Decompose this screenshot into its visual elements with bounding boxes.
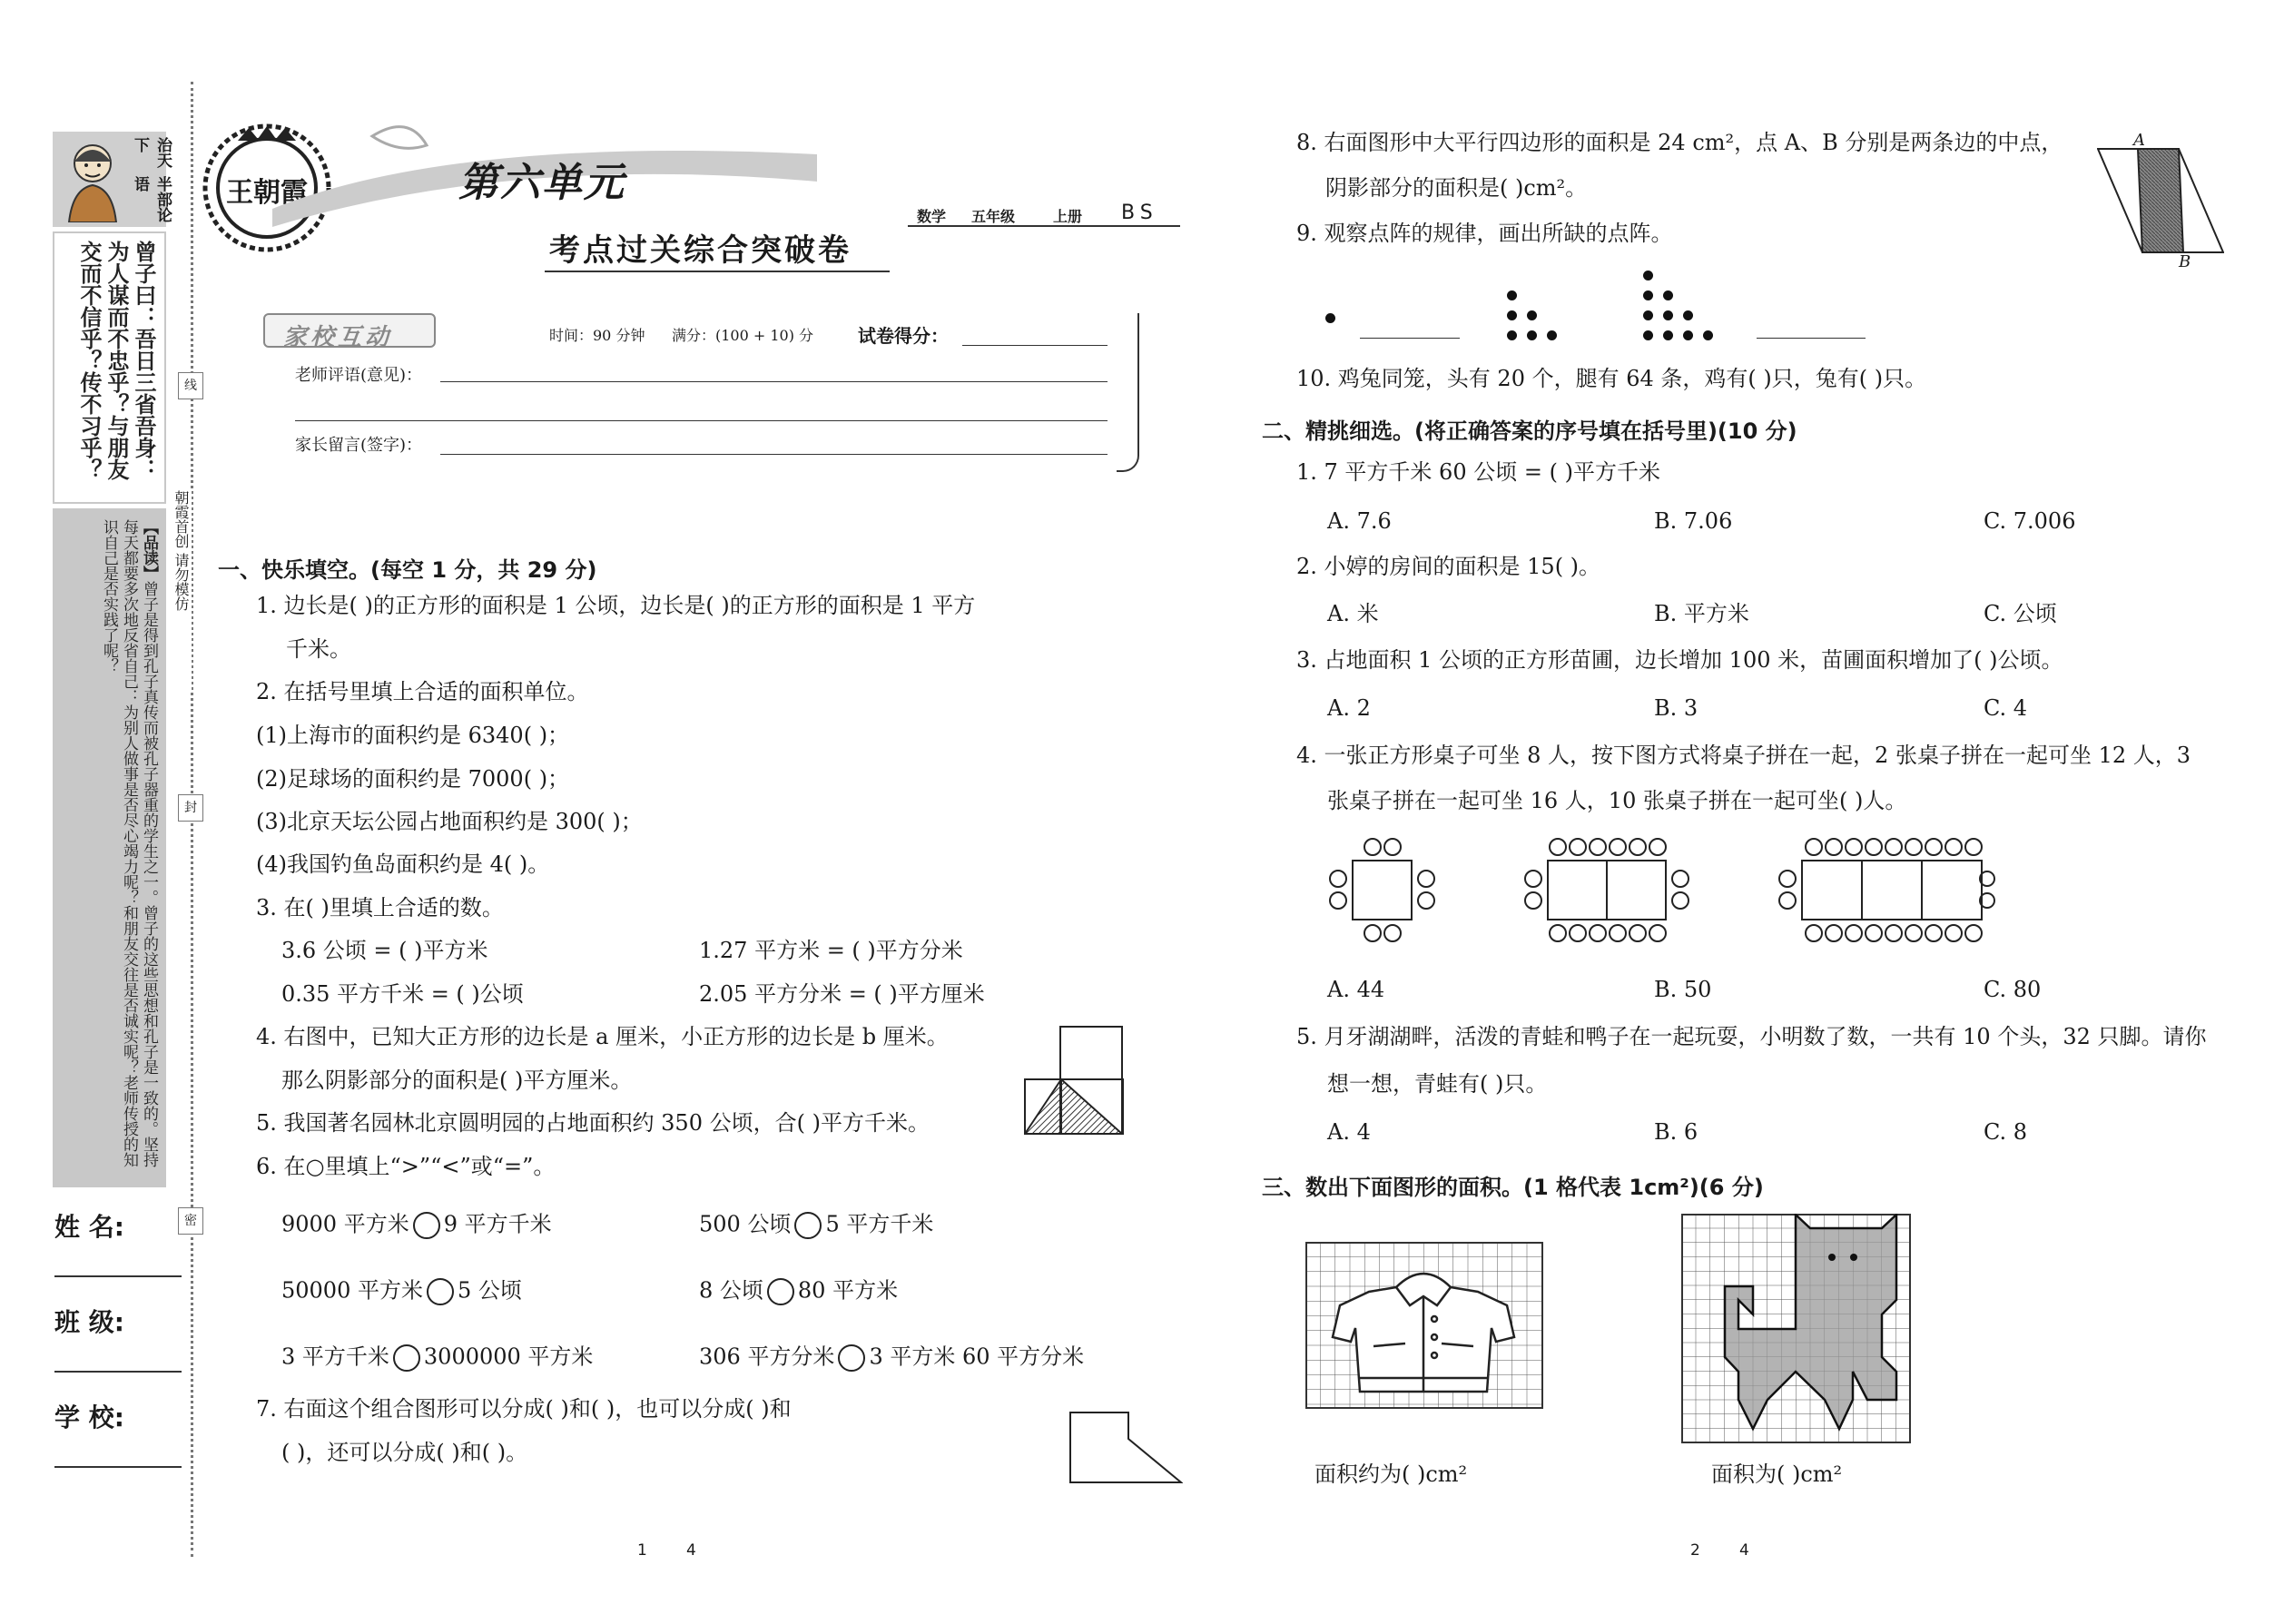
q6-item2-left: 500 公顷 [699, 1211, 792, 1237]
exam-full-score: 满分：(100 + 10) 分 [672, 327, 814, 344]
q2-3: (3)北京天坛公园占地面积约是 300( )； [256, 809, 643, 834]
dot-pattern-2 [1507, 290, 1570, 345]
s2-q2: 2. 小婷的房间的面积是 15( )。 [1296, 554, 1601, 579]
family-school-badge [263, 313, 436, 351]
s2-q5-line1: 5. 月牙湖湖畔，活泼的青蛙和鸭子在一起玩耍，小明数了数，一共有 10 个头，32 只脚。请你 [1296, 1024, 2207, 1049]
q1-line1: 1. 边长是( )的正方形的面积是 1 公顷，边长是( )的正方形的面积是 1 平方 [256, 593, 976, 618]
answer-line-1[interactable] [1360, 338, 1460, 339]
notice-text: 朝霞首创 请勿模仿 [171, 490, 192, 690]
s2-q4-option-c[interactable]: C. 80 [1984, 977, 2042, 1002]
q6-item6-right: 3 平方米 60 平方分米 [869, 1343, 1085, 1370]
q4-line1: 4. 右图中，已知大正方形的边长是 a 厘米，小正方形的边长是 b 厘米。 [256, 1024, 949, 1049]
q2: 2. 在括号里填上合适的面积单位。 [256, 679, 589, 704]
q5: 5. 我国著名园林北京圆明园的占地面积约 350 公顷，合( )平方千米。 [256, 1110, 930, 1136]
q3-c: 0.35 平方千米 = ( )公顷 [281, 981, 524, 1007]
jacket-grid [1305, 1242, 1543, 1409]
s2-q5-option-c[interactable]: C. 8 [1984, 1119, 2028, 1145]
teacher-comment-label: 老师评语(意见)： [295, 366, 423, 385]
name-field-line[interactable] [54, 1275, 182, 1277]
q6-item5-left: 3 平方千米 [281, 1343, 389, 1370]
q6-row3-right [699, 1344, 1084, 1372]
logo-text: 王朝霞 [226, 177, 308, 209]
s2-q1-option-b[interactable]: B. 7.06 [1654, 508, 1733, 534]
class-field-label: 班 级: [54, 1307, 124, 1337]
reading-label: 【品读】 [140, 519, 158, 581]
q4-figure [1024, 1026, 1124, 1135]
s2-q5-line2: 想一想，青蛙有( )只。 [1327, 1071, 1548, 1097]
s2-q3-option-a[interactable]: A. 2 [1327, 695, 1371, 721]
s2-q4-option-a[interactable]: A. 44 [1327, 977, 1385, 1002]
q7-line2: ( )，还可以分成( )和( )。 [281, 1440, 528, 1465]
q3-a: 3.6 公顷 = ( )平方米 [281, 938, 488, 963]
q7-line1: 7. 右面这个组合图形可以分成( )和( )，也可以分成( )和 [256, 1396, 792, 1422]
s2-q1-option-c[interactable]: C. 7.006 [1984, 508, 2076, 534]
q8-figure [1189, 129, 1316, 274]
quote-text: 曾子曰：吾日三省吾身：为人谋而不忠乎？与朋友交而不信乎？传不习乎？ [76, 241, 156, 480]
q6-row2-right [699, 1278, 898, 1305]
q6-item2-right: 5 平方千米 [825, 1211, 934, 1237]
s2-q5-option-b[interactable]: B. 6 [1654, 1119, 1698, 1145]
s2-q2-option-a[interactable]: A. 米 [1327, 601, 1379, 626]
tables-figure [1325, 835, 1997, 949]
q6-item4-right: 80 平方米 [797, 1277, 899, 1304]
exam-subtitle: 考点过关综合突破卷 [549, 232, 852, 269]
q8-point-a: A [2133, 131, 2145, 150]
section1-title: 一、快乐填空。(每空 1 分，共 29 分) [218, 557, 597, 583]
s2-q1: 1. 7 平方千米 60 公顷 = ( )平方千米 [1296, 459, 1660, 485]
q6-item6-left: 306 平方分米 [699, 1343, 835, 1370]
subtitle-underline [545, 271, 890, 272]
motto-column-1: 半部论语 [131, 175, 172, 222]
score-label: 试卷得分： [858, 325, 949, 347]
reading-panel [53, 508, 166, 1187]
cat-grid [1681, 1214, 1911, 1443]
cat-answer: 面积为( )cm² [1711, 1462, 1843, 1487]
q6-row3-left [281, 1344, 593, 1372]
q3: 3. 在( )里填上合适的数。 [256, 895, 504, 920]
class-field-line[interactable] [54, 1371, 182, 1373]
s2-q2-option-c[interactable]: C. 公顷 [1984, 601, 2057, 626]
cut-label-line: 线 [178, 372, 203, 399]
tag-volume: 上册 [1053, 208, 1083, 225]
dot-pattern-1 [1325, 313, 1344, 331]
tag-subject: 数学 [917, 208, 947, 225]
motto-panel [53, 132, 172, 227]
s2-q3-option-c[interactable]: C. 4 [1984, 695, 2028, 721]
jacket-answer: 面积约为( )cm² [1314, 1462, 1468, 1487]
s2-q1-option-a[interactable]: A. 7.6 [1327, 508, 1392, 534]
compare-circle[interactable] [767, 1278, 794, 1305]
teacher-comment-line2[interactable] [295, 420, 1108, 421]
q6: 6. 在○里填上“>”“<”或“=”。 [256, 1154, 556, 1179]
header-bracket [1117, 313, 1139, 472]
parent-comment-label: 家长留言(签字)： [295, 436, 423, 455]
unit-title: 第六单元 [458, 160, 625, 206]
s2-q4-line1: 4. 一张正方形桌子可坐 8 人，按下图方式将桌子拼在一起，2 张桌子拼在一起可坐 12 人，3 [1296, 743, 2191, 768]
q6-item3-right: 5 公顷 [457, 1277, 522, 1304]
compare-circle[interactable] [794, 1212, 822, 1239]
q6-item3-left: 50000 平方米 [281, 1277, 423, 1304]
q10: 10. 鸡兔同笼，头有 20 个，腿有 64 条，鸡有( )只，兔有( )只。 [1296, 366, 1927, 391]
q6-item1-left: 9000 平方米 [281, 1211, 409, 1237]
q6-item1-right: 9 平方千米 [443, 1211, 552, 1237]
q4-line2: 那么阴影部分的面积是( )平方厘米。 [281, 1068, 633, 1093]
reading-body: 曾子是得到孔子真传而被孔子器重的学生之一。曾子的这些思想和孔子是一致的。坚持每天都要多次地反省自己：为别人做事是否尽心竭力呢？和朋友交往是否诚实呢？老师传授的知识自己是否实践了呢？ [100, 519, 158, 1167]
dot-pattern-3 [1643, 271, 1734, 352]
score-line[interactable] [962, 345, 1108, 346]
reading-text [99, 519, 159, 1176]
q8-point-b: B [2179, 252, 2191, 271]
q2-2: (2)足球场的面积约是 7000( )； [256, 766, 570, 792]
q2-4: (4)我国钓鱼岛面积约是 4( )。 [256, 851, 550, 877]
q6-row1-right [699, 1212, 933, 1239]
answer-line-2[interactable] [1757, 338, 1866, 339]
exam-time: 时间：90 分钟 [549, 327, 645, 344]
s2-q4-option-b[interactable]: B. 50 [1654, 977, 1712, 1002]
q2-1: (1)上海市的面积约是 6340( )； [256, 723, 570, 748]
section2-title: 二、精挑细选。(将正确答案的序号填在括号里)(10 分) [1262, 418, 1797, 444]
parent-comment-line[interactable] [440, 454, 1108, 455]
tag-edition: BS [1121, 202, 1158, 224]
q6-row1-left [281, 1212, 552, 1239]
q8-line1: 8. 右面图形中大平行四边形的面积是 24 cm²，点 A、B 分别是两条边的中点， [1296, 130, 2063, 155]
compare-circle[interactable] [427, 1278, 454, 1305]
tag-bar [908, 200, 1180, 227]
s2-q3: 3. 占地面积 1 公顷的正方形苗圃，边长增加 100 米，苗圃面积增加了( )公顷。 [1296, 647, 2063, 673]
q3-b: 1.27 平方米 = ( )平方分米 [699, 938, 963, 963]
left-page-number: 1 4 [637, 1541, 696, 1560]
compare-circle[interactable] [393, 1344, 420, 1372]
s2-q3-option-b[interactable]: B. 3 [1654, 695, 1698, 721]
q8-parallelogram [2097, 131, 2224, 271]
section3-title: 三、数出下面图形的面积。(1 格代表 1cm²)(6 分) [1262, 1175, 1764, 1200]
name-field-label: 姓 名: [54, 1212, 124, 1242]
q6-row2-left [281, 1278, 522, 1305]
s2-q4-line2: 张桌子拼在一起可坐 16 人，10 张桌子拼在一起可坐( )人。 [1327, 788, 1907, 813]
teacher-comment-line[interactable] [440, 381, 1108, 382]
tag-grade: 五年级 [971, 208, 1016, 225]
school-field-line[interactable] [54, 1466, 182, 1468]
q8-line2: 阴影部分的面积是( )cm²。 [1325, 175, 1588, 201]
family-school-label: 家校互动 [283, 324, 393, 351]
compare-circle[interactable] [413, 1212, 440, 1239]
compare-circle[interactable] [838, 1344, 865, 1372]
cut-label-seal: 封 [178, 794, 203, 822]
q7-figure [1069, 1412, 1183, 1484]
s2-q5-option-a[interactable]: A. 4 [1327, 1119, 1371, 1145]
school-field-label: 学 校: [54, 1403, 124, 1432]
q6-item5-right: 3000000 平方米 [423, 1343, 594, 1370]
q1-line2: 千米。 [286, 636, 351, 662]
q6-item4-left: 8 公顷 [699, 1277, 763, 1304]
s2-q2-option-b[interactable]: B. 平方米 [1654, 601, 1749, 626]
right-page-number: 2 4 [1690, 1541, 1749, 1560]
motto-column-2: 治天下 [131, 137, 172, 168]
motto-text [129, 137, 174, 228]
q9: 9. 观察点阵的规律，画出所缺的点阵。 [1296, 221, 1673, 246]
q3-d: 2.05 平方分米 = ( )平方厘米 [699, 981, 985, 1007]
quote-panel [53, 231, 166, 504]
sage-icon [60, 136, 125, 222]
cut-label-close: 密 [178, 1207, 203, 1235]
